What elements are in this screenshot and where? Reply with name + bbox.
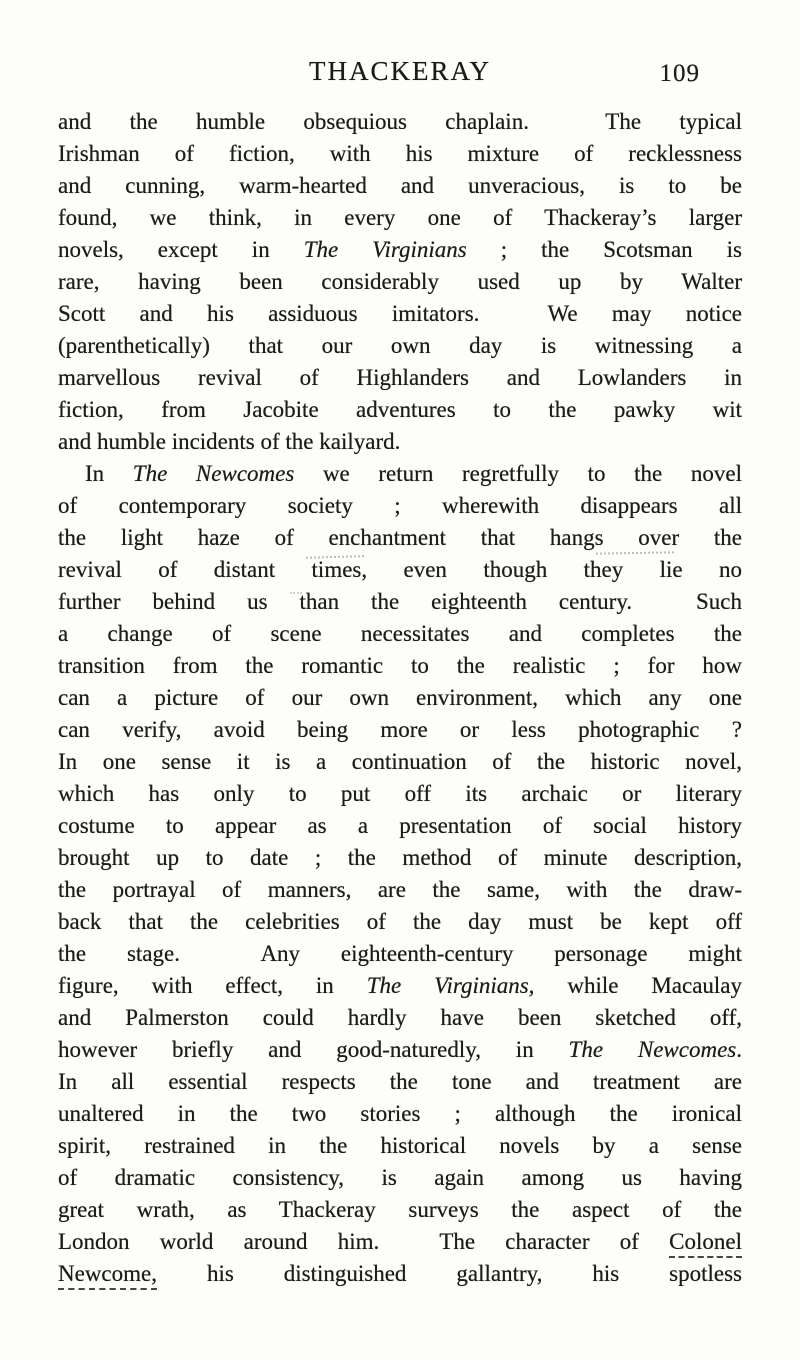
text-segment: and the humble obsequious chaplain. The typical bbox=[58, 109, 742, 134]
text-segment: fiction, from Jacobite adventures to the pawky wit bbox=[58, 397, 742, 422]
text-segment: brought up to date ; the method of minute description, bbox=[58, 845, 742, 870]
text-line bbox=[58, 938, 742, 970]
text-segment: In bbox=[85, 461, 133, 486]
running-title: THACKERAY bbox=[308, 56, 492, 86]
text-segment: figure, with effect, in bbox=[58, 973, 367, 998]
text-segment: back that the celebrities of the day must be kept off bbox=[58, 909, 742, 934]
text-segment: In all essential respects the tone and treatment are bbox=[58, 1069, 742, 1094]
text-line bbox=[58, 106, 742, 138]
text-line bbox=[58, 586, 742, 618]
text-segment: London world around him. The character of bbox=[58, 1229, 670, 1254]
pencil-smudge bbox=[290, 592, 302, 594]
pencil-underlined-text: Newcome, bbox=[58, 1261, 157, 1286]
text-line bbox=[58, 426, 742, 458]
text-segment: In one sense it is a continuation of the historic novel, bbox=[58, 749, 742, 774]
text-segment: The Virginians, bbox=[366, 973, 535, 998]
text-line bbox=[58, 906, 742, 938]
text-segment: Scott and his assiduous imitators. We may notice bbox=[58, 301, 742, 326]
text-line bbox=[58, 1034, 742, 1066]
text-segment: rare, having been considerably used up by Walter bbox=[58, 269, 742, 294]
text-segment: however briefly and good-naturedly, in bbox=[58, 1037, 569, 1062]
text-segment: the portrayal of manners, are the same, with the draw- bbox=[58, 877, 742, 902]
text-segment: which has only to put off its archaic or literary bbox=[58, 781, 742, 806]
text-segment: the light haze of enchantment that hangs over the bbox=[58, 525, 742, 550]
text-segment: and cunning, warm-hearted and unveracious, is to be bbox=[58, 173, 742, 198]
pencil-underlined-text: Colonel bbox=[669, 1229, 742, 1254]
text-segment: spirit, restrained in the historical novels by a sense bbox=[58, 1133, 742, 1158]
text-segment: of contemporary society ; wherewith disappears all bbox=[58, 493, 742, 518]
text-line bbox=[58, 842, 742, 874]
text-segment: ; the Scotsman is bbox=[466, 237, 742, 262]
text-line bbox=[58, 234, 742, 266]
text-line bbox=[58, 330, 742, 362]
text-line bbox=[58, 394, 742, 426]
text-line bbox=[58, 746, 742, 778]
text-segment: and Palmerston could hardly have been sketched off, bbox=[58, 1005, 742, 1030]
text-line bbox=[58, 138, 742, 170]
text-line bbox=[58, 490, 742, 522]
text-line bbox=[58, 650, 742, 682]
text-line bbox=[58, 970, 742, 1002]
text-segment: . bbox=[736, 1037, 742, 1062]
text-line bbox=[58, 1130, 742, 1162]
text-segment: The Newcomes bbox=[568, 1037, 737, 1062]
text-line bbox=[58, 714, 742, 746]
text-segment: of dramatic consistency, is again among us having bbox=[58, 1165, 742, 1190]
text-segment: unaltered in the two stories ; although the ironical bbox=[58, 1101, 742, 1126]
text-segment: transition from the romantic to the realistic ; for how bbox=[58, 653, 742, 678]
text-segment: can verify, avoid being more or less photographic ? bbox=[58, 717, 742, 742]
text-segment: while Macaulay bbox=[534, 973, 743, 998]
text-segment: further behind us than the eighteenth century. Such bbox=[58, 589, 742, 614]
text-line bbox=[58, 810, 742, 842]
text-segment: revival of distant times, even though they lie no bbox=[58, 557, 742, 582]
paragraph bbox=[58, 458, 742, 1290]
text-segment: and humble incidents of the kailyard. bbox=[58, 429, 401, 454]
text-line bbox=[58, 266, 742, 298]
text-segment: we return regretfully to the novel bbox=[294, 461, 742, 486]
text-line bbox=[58, 1162, 742, 1194]
text-segment: novels, except in bbox=[58, 237, 304, 262]
text-line bbox=[58, 1098, 742, 1130]
text-line bbox=[58, 1194, 742, 1226]
text-segment: his distinguished gallantry, his spotless bbox=[157, 1261, 742, 1286]
text-segment: (parenthetically) that our own day is witnessing a bbox=[58, 333, 742, 358]
page-body bbox=[58, 106, 742, 1290]
text-line bbox=[58, 170, 742, 202]
page-header bbox=[0, 56, 800, 87]
text-line bbox=[58, 202, 742, 234]
text-line bbox=[58, 682, 742, 714]
text-segment: costume to appear as a presentation of social history bbox=[58, 813, 742, 838]
page-number: 109 bbox=[659, 60, 700, 87]
text-line bbox=[58, 554, 742, 586]
text-segment: great wrath, as Thackeray surveys the aspect of the bbox=[58, 1197, 742, 1222]
text-segment: a change of scene necessitates and completes the bbox=[58, 621, 742, 646]
text-line bbox=[58, 778, 742, 810]
text-line bbox=[58, 458, 742, 490]
text-line bbox=[58, 362, 742, 394]
text-segment: found, we think, in every one of Thackeray’s larger bbox=[58, 205, 742, 230]
text-line bbox=[58, 874, 742, 906]
text-segment: marvellous revival of Highlanders and Lowlanders in bbox=[58, 365, 742, 390]
text-segment: The Newcomes bbox=[132, 461, 295, 486]
text-line bbox=[58, 1066, 742, 1098]
text-line bbox=[58, 1002, 742, 1034]
text-line bbox=[58, 1226, 742, 1258]
text-line bbox=[58, 618, 742, 650]
text-segment: the stage. Any eighteenth-century personage might bbox=[58, 941, 742, 966]
text-segment: The Virginians bbox=[303, 237, 467, 262]
paragraph bbox=[58, 106, 742, 458]
text-line bbox=[58, 522, 742, 554]
text-segment: Irishman of fiction, with his mixture of recklessness bbox=[58, 141, 742, 166]
text-line bbox=[58, 1258, 742, 1290]
text-line bbox=[58, 298, 742, 330]
text-segment: can a picture of our own environment, which any one bbox=[58, 685, 742, 710]
